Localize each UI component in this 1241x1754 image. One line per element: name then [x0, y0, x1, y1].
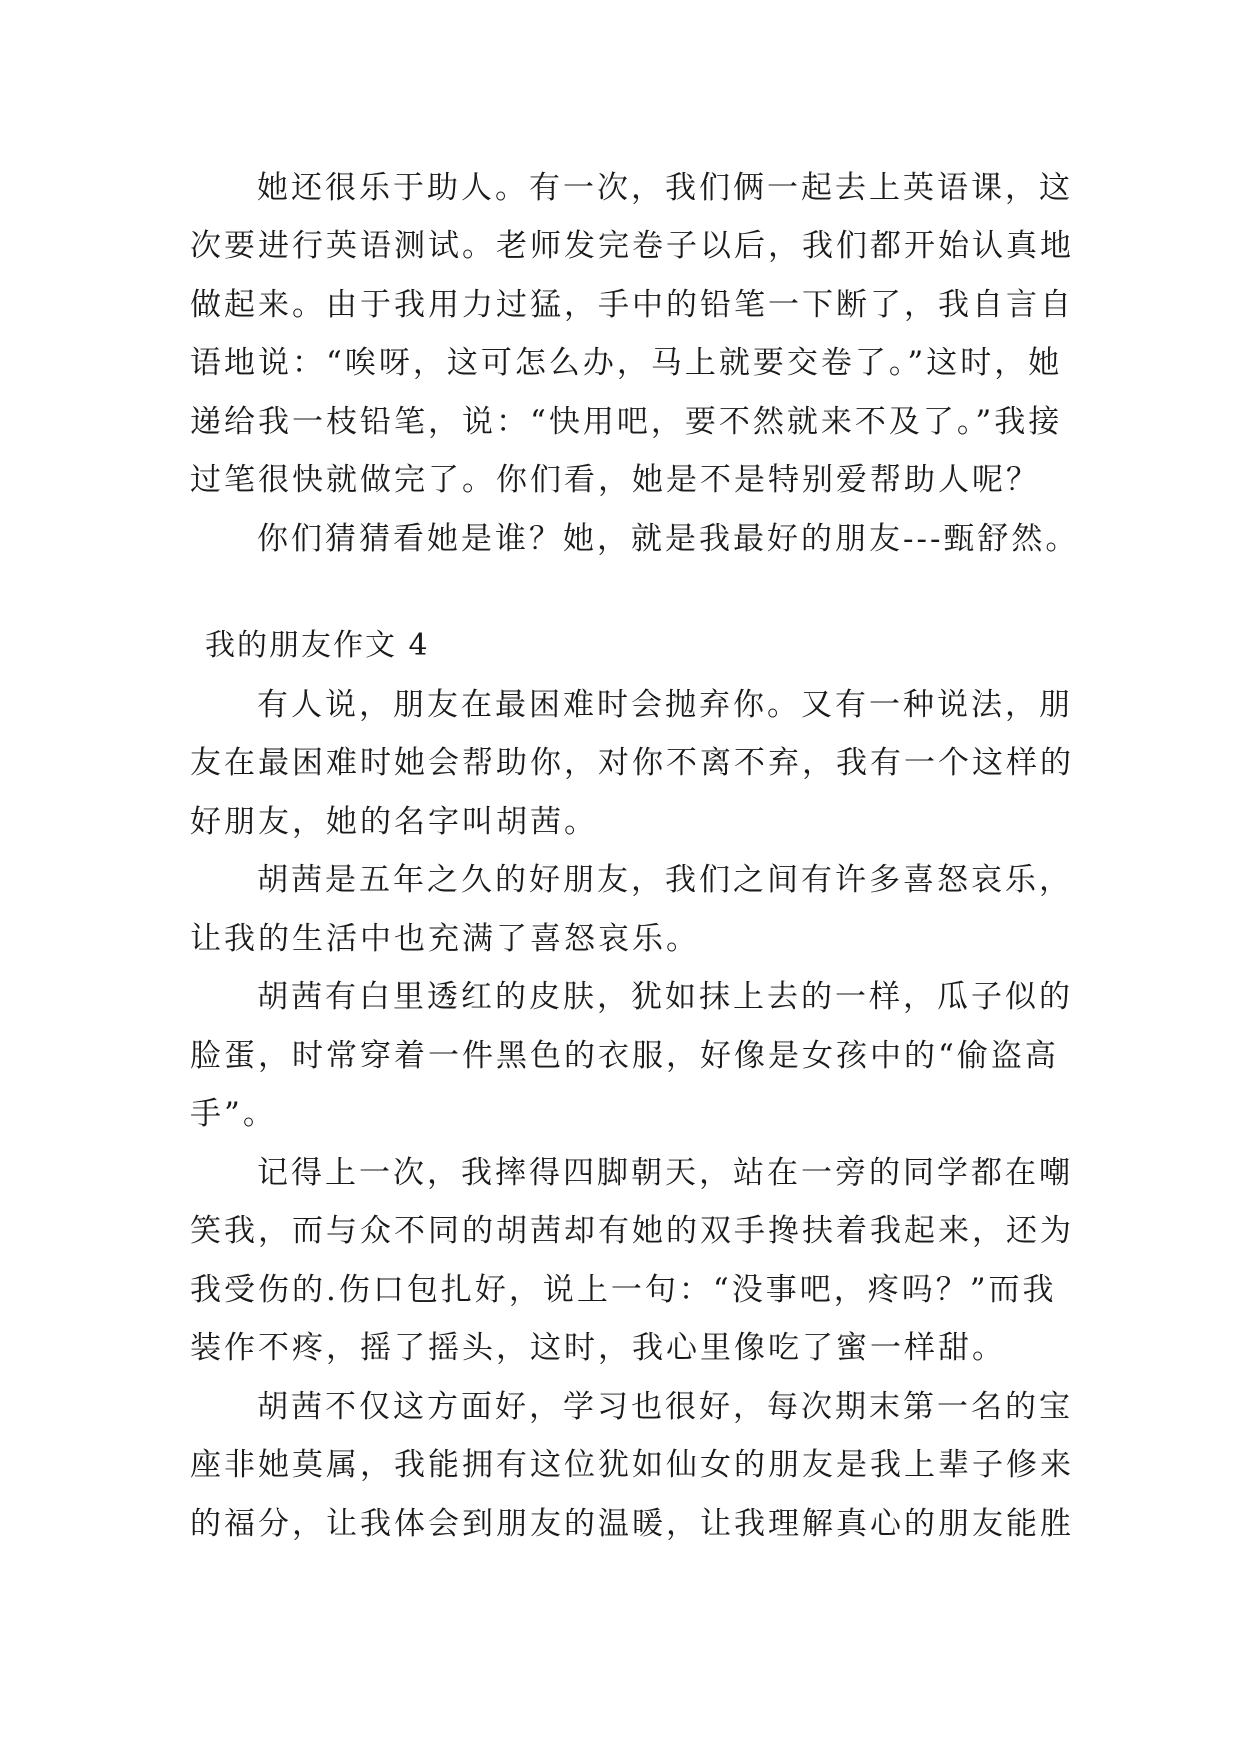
- paragraph-3-line-3: 好朋友，她的名字叫胡茜。: [190, 804, 598, 840]
- paragraph-1-line-4: 语地说：“唉呀，这可怎么办，马上就要交卷了。”这时，她: [190, 345, 1063, 381]
- section-heading: 我的朋友作文 4: [205, 628, 430, 663]
- paragraph-3-line-1: 有人说，朋友在最困难时会抛弃你。又有一种说法，朋: [257, 687, 1073, 723]
- paragraph-6-line-4: 装作不疼，摇了摇头，这时，我心里像吃了蜜一样甜。: [190, 1330, 1006, 1366]
- paragraph-1-line-2: 次要进行英语测试。老师发完卷子以后，我们都开始认真地: [190, 228, 1074, 264]
- paragraph-6-line-2: 笑我，而与众不同的胡茜却有她的双手搀扶着我起来，还为: [190, 1213, 1074, 1249]
- paragraph-5-line-2: 脸蛋，时常穿着一件黑色的衣服，好像是女孩中的“偷盗高: [190, 1038, 1059, 1074]
- paragraph-7-line-1: 胡茜不仅这方面好，学习也很好，每次期末第一名的宝: [257, 1389, 1073, 1425]
- paragraph-5-line-1: 胡茜有白里透红的皮肤，犹如抹上去的一样，瓜子似的: [257, 979, 1073, 1015]
- paragraph-7-line-3: 的福分，让我体会到朋友的温暖，让我理解真心的朋友能胜: [190, 1506, 1074, 1542]
- paragraph-1-line-6: 过笔很快就做完了。你们看，她是不是特别爱帮助人呢？: [190, 462, 1040, 498]
- paragraph-5-line-3: 手”。: [190, 1096, 277, 1132]
- paragraph-4-line-2: 让我的生活中也充满了喜怒哀乐。: [190, 921, 700, 957]
- paragraph-7-line-2: 座非她莫属，我能拥有这位犹如仙女的朋友是我上辈子修来: [190, 1447, 1074, 1483]
- paragraph-1-line-5: 递给我一枝铅笔，说：“快用吧，要不然就来不及了。”我接: [190, 404, 1063, 440]
- paragraph-6-line-1: 记得上一次，我摔得四脚朝天，站在一旁的同学都在嘲: [257, 1155, 1073, 1191]
- paragraph-3-line-2: 友在最困难时她会帮助你，对你不离不弃，我有一个这样的: [190, 745, 1074, 781]
- paragraph-4-line-1: 胡茜是五年之久的好朋友，我们之间有许多喜怒哀乐，: [257, 862, 1073, 898]
- paragraph-6-line-3: 我受伤的.伤口包扎好，说上一句：“没事吧，疼吗？”而我: [190, 1272, 1057, 1308]
- paragraph-1-line-1: 她还很乐于助人。有一次，我们俩一起去上英语课，这: [257, 170, 1073, 206]
- paragraph-1-line-3: 做起来。由于我用力过猛，手中的铅笔一下断了，我自言自: [190, 287, 1074, 323]
- paragraph-2-line-1: 你们猜猜看她是谁？她，就是我最好的朋友---甄舒然。: [257, 521, 1080, 557]
